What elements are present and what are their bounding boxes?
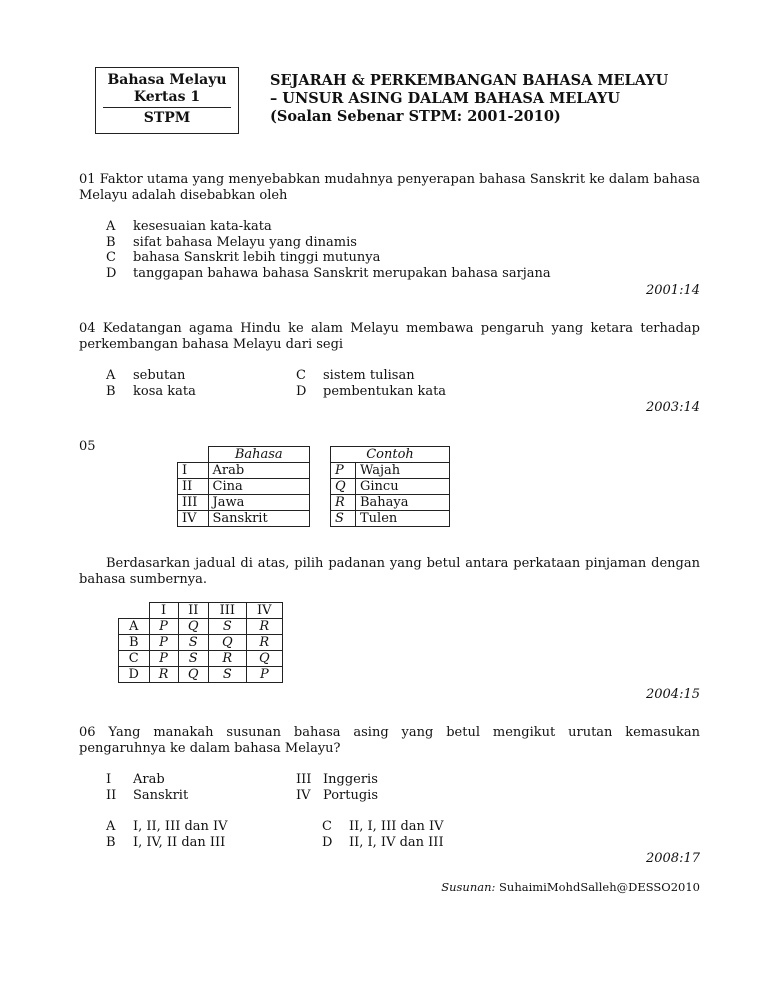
option-key: A [106, 219, 116, 234]
bahasa-header: Bahasa [208, 447, 310, 463]
option-key: D [322, 834, 333, 850]
option-text: kosa kata [133, 383, 196, 399]
credit-line [441, 880, 700, 894]
question-01-year: 2001:14 [645, 283, 700, 298]
credit-author: SuhaimiMohdSalleh@DESSO2010 [499, 880, 700, 894]
table-cell: P [331, 463, 356, 479]
option-key: A [106, 368, 116, 383]
bahasa-table [177, 446, 310, 527]
table-cell: D [119, 667, 150, 683]
option-text: I, IV, II dan III [133, 834, 226, 850]
option-key: D [296, 383, 307, 399]
table-cell: R [149, 667, 178, 683]
table-cell: Bahaya [356, 495, 450, 511]
table-cell: P [149, 619, 178, 635]
subject-name: Bahasa Melayu [107, 72, 227, 88]
item-text: Portugis [323, 787, 379, 803]
option-key: C [106, 250, 116, 265]
option-text: tanggapan bahawa bahasa Sanskrit merupakan bahasa sarjana [133, 265, 551, 281]
item-key: I [106, 772, 112, 787]
exam-name: STPM [143, 110, 191, 126]
contoh-table [330, 446, 450, 527]
table-header-row [119, 603, 283, 619]
table-cell: P [149, 651, 178, 667]
table-cell: S [208, 619, 246, 635]
item-text: Inggeris [323, 772, 378, 787]
table-cell: I [178, 463, 209, 479]
question-04-year: 2003:14 [645, 400, 700, 415]
table-cell: A [119, 619, 150, 635]
option-text: sistem tulisan [323, 368, 415, 383]
table-cell: Tulen [356, 511, 450, 527]
table-row [178, 511, 310, 527]
table-cell: Sanskrit [208, 511, 310, 527]
table-cell: III [178, 495, 209, 511]
table-cell: P [246, 667, 282, 683]
table-row [178, 479, 310, 495]
table-cell: Arab [208, 463, 310, 479]
option-key: B [106, 383, 116, 399]
table-header: IV [246, 603, 282, 619]
option-text: II, I, III dan IV [349, 819, 444, 834]
question-01-text: 01 Faktor utama yang menyebabkan mudahnya penyerapan bahasa Sanskrit ke dalam bahasa Melayu adalah disebabkan oleh [79, 172, 700, 203]
option-text: bahasa Sanskrit lebih tinggi mutunya [133, 250, 381, 265]
option-key: A [106, 819, 116, 834]
option-text: I, II, III dan IV [133, 819, 228, 834]
option-text: sebutan [133, 368, 186, 383]
table-row [331, 463, 450, 479]
table-cell: Q [246, 651, 282, 667]
table-cell: B [119, 635, 150, 651]
table-row [331, 511, 450, 527]
title-line-2: – UNSUR ASING DALAM BAHASA MELAYU [270, 90, 621, 107]
table-cell: S [208, 667, 246, 683]
question-04-text: 04 Kedatangan agama Hindu ke alam Melayu membawa pengaruh yang ketara terhadap perkembangan bahasa Melayu dari segi [79, 321, 700, 352]
question-05-number: 05 [79, 439, 96, 454]
table-row [119, 667, 283, 683]
question-06-year: 2008:17 [645, 851, 700, 866]
table-header: II [178, 603, 208, 619]
table-cell: S [331, 511, 356, 527]
document-title [270, 72, 668, 126]
table-cell: S [178, 635, 208, 651]
table-cell: R [246, 619, 282, 635]
answer-table [118, 602, 283, 683]
option-key: B [106, 234, 116, 250]
option-text: kesesuaian kata-kata [133, 219, 272, 234]
item-key: III [296, 772, 312, 787]
table-header: I [149, 603, 178, 619]
question-05-text: Berdasarkan jadual di atas, pilih padanan yang betul antara perkataan pinjaman dengan bahasa sumbernya. [79, 556, 700, 587]
option-key: D [106, 265, 117, 281]
table-row [119, 651, 283, 667]
table-cell: P [149, 635, 178, 651]
item-key: IV [296, 787, 311, 803]
table-cell: Gincu [356, 479, 450, 495]
table-cell: S [178, 651, 208, 667]
option-text: II, I, IV dan III [349, 834, 444, 850]
title-line-1: SEJARAH & PERKEMBANGAN BAHASA MELAYU [270, 72, 669, 89]
table-cell: IV [178, 511, 209, 527]
table-row [178, 463, 310, 479]
option-key: C [296, 368, 306, 383]
table-cell: Q [178, 619, 208, 635]
table-row [331, 495, 450, 511]
table-cell: R [208, 651, 246, 667]
item-text: Arab [133, 772, 165, 787]
question-06-text: 06 Yang manakah susunan bahasa asing yang betul mengikut urutan kemasukan pengaruhnya ke dalam bahasa Melayu? [79, 725, 700, 756]
option-text: pembentukan kata [323, 383, 447, 399]
table-header: III [208, 603, 246, 619]
table-cell: C [119, 651, 150, 667]
subject-box [95, 67, 239, 134]
table-cell: Q [208, 635, 246, 651]
table-cell: R [246, 635, 282, 651]
table-cell: Jawa [208, 495, 310, 511]
table-cell: Q [178, 667, 208, 683]
table-row [331, 479, 450, 495]
item-key: II [106, 787, 117, 803]
question-05-year: 2004:15 [645, 687, 700, 702]
credit-label: Susunan: [441, 880, 496, 894]
table-cell: II [178, 479, 209, 495]
option-text: sifat bahasa Melayu yang dinamis [133, 234, 357, 250]
paper-name: Kertas 1 [133, 89, 201, 105]
table-cell: Cina [208, 479, 310, 495]
contoh-header: Contoh [331, 447, 450, 463]
table-row [119, 619, 283, 635]
divider [103, 107, 231, 108]
item-text: Sanskrit [133, 787, 189, 803]
table-row [119, 635, 283, 651]
table-cell: R [331, 495, 356, 511]
table-row [178, 495, 310, 511]
title-line-3: (Soalan Sebenar STPM: 2001-2010) [270, 108, 561, 125]
table-cell: Wajah [356, 463, 450, 479]
table-cell: Q [331, 479, 356, 495]
option-key: C [322, 819, 332, 834]
option-key: B [106, 834, 116, 850]
